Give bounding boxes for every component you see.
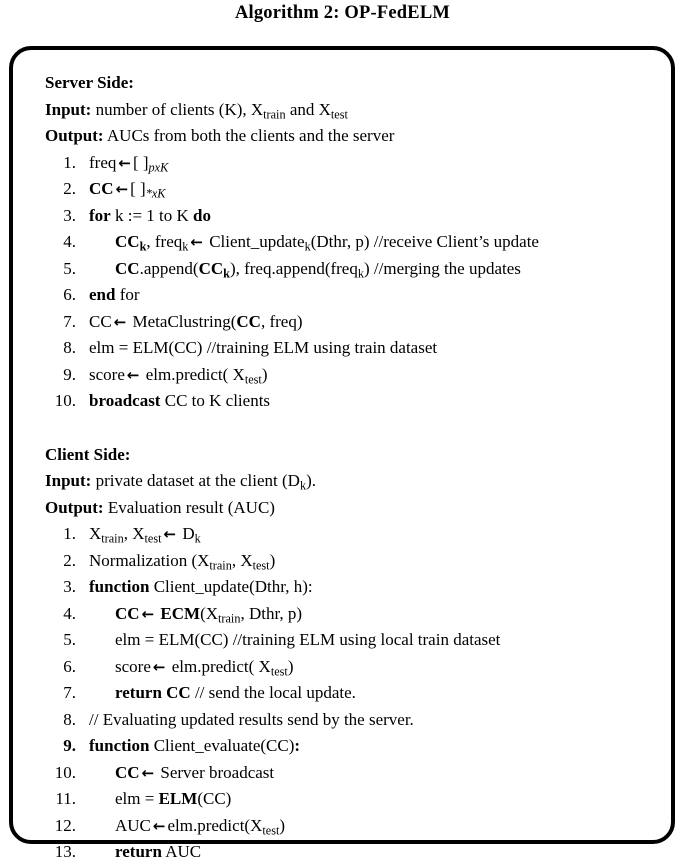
step-text bbox=[89, 521, 201, 548]
client-step-10 bbox=[45, 760, 657, 787]
keyword: end bbox=[89, 285, 116, 304]
code-text: ), freq.append(freq bbox=[229, 258, 358, 278]
code-text: Client_update bbox=[204, 232, 305, 251]
assignment-arrow-icon: ← bbox=[190, 233, 203, 251]
step-text bbox=[89, 229, 539, 256]
code-text: ) bbox=[279, 815, 286, 835]
client-step-6 bbox=[45, 654, 657, 681]
step-number: 9. bbox=[63, 364, 76, 384]
algorithm-body bbox=[13, 50, 671, 866]
subscript: train bbox=[209, 557, 232, 572]
server-output-text: AUCs from both the clients and the server bbox=[106, 126, 395, 145]
step-number: 12. bbox=[54, 815, 76, 835]
keyword: CC bbox=[115, 258, 140, 278]
step-text bbox=[89, 362, 268, 389]
client-step-2 bbox=[45, 548, 657, 575]
code-text: , freq) bbox=[260, 311, 303, 331]
subscript: k bbox=[357, 265, 364, 280]
step-text bbox=[89, 601, 302, 628]
section-gap bbox=[45, 415, 657, 442]
step-text bbox=[89, 839, 201, 866]
step-text bbox=[89, 150, 168, 177]
step-number: 4. bbox=[63, 232, 76, 251]
client-step-4 bbox=[45, 601, 657, 628]
client-output-text: Evaluation result (AUC) bbox=[107, 497, 275, 517]
code-text: freq bbox=[89, 152, 117, 172]
code-text: , X bbox=[231, 550, 253, 570]
assignment-arrow-icon: ← bbox=[163, 525, 177, 543]
code-text: for bbox=[115, 285, 140, 304]
code-text: (Dthr, p) //receive Client’s update bbox=[310, 232, 539, 251]
step-number: 3. bbox=[63, 577, 76, 596]
client-step-3 bbox=[45, 574, 657, 601]
step-text bbox=[89, 574, 313, 601]
step-text bbox=[89, 760, 274, 787]
subscript: k bbox=[304, 239, 311, 254]
assignment-arrow-icon: ← bbox=[113, 312, 127, 331]
client-step-5 bbox=[45, 627, 657, 654]
step-number: 7. bbox=[63, 311, 76, 331]
keyword: function bbox=[89, 736, 150, 755]
server-steps-list bbox=[45, 150, 657, 415]
code-text: Normalization (X bbox=[89, 550, 210, 570]
step-number: 1. bbox=[63, 152, 76, 172]
code-text: CC bbox=[89, 311, 112, 331]
keyword: CC bbox=[115, 762, 140, 782]
keyword: : bbox=[294, 736, 301, 755]
client-step-12 bbox=[45, 813, 657, 840]
step-number: 2. bbox=[63, 179, 76, 198]
step-text bbox=[89, 203, 211, 230]
server-output-label: Output: bbox=[45, 126, 104, 145]
client-input-label: Input: bbox=[45, 471, 92, 490]
server-step-6 bbox=[45, 282, 657, 309]
subscript: *xK bbox=[145, 186, 166, 201]
code-text: elm = ELM(CC) //training ELM using local train dataset bbox=[115, 630, 501, 649]
code-text: score bbox=[115, 656, 151, 676]
step-number: 9. bbox=[63, 736, 76, 755]
code-text: Client_evaluate(CC) bbox=[149, 736, 295, 755]
step-text bbox=[89, 707, 414, 734]
assignment-arrow-icon: ← bbox=[141, 763, 155, 782]
code-text: AUC bbox=[115, 815, 151, 835]
code-text: [ ] bbox=[132, 152, 149, 172]
subscript: pxK bbox=[148, 159, 169, 174]
server-step-7 bbox=[45, 309, 657, 336]
subscript: k bbox=[139, 239, 147, 254]
code-text: , freq bbox=[146, 232, 183, 251]
client-input-text: private dataset at the client $(D_k)$. bbox=[95, 471, 316, 493]
subscript: test bbox=[244, 371, 262, 386]
step-text bbox=[89, 813, 285, 840]
code-text: , X bbox=[123, 524, 145, 543]
assignment-arrow-icon: ← bbox=[115, 180, 129, 198]
code-text: MetaClustring( bbox=[128, 311, 237, 331]
code-text: Server broadcast bbox=[156, 762, 275, 782]
server-step-5 bbox=[45, 256, 657, 283]
code-text: CC to K clients bbox=[160, 391, 271, 410]
client-step-8 bbox=[45, 707, 657, 734]
assignment-arrow-icon: ← bbox=[152, 657, 166, 676]
server-input-text: number of clients (K), $X_{train}$ and $X_{test}$ bbox=[95, 99, 348, 121]
keyword: for bbox=[89, 205, 111, 225]
code-text: , Dthr, p) bbox=[240, 603, 303, 623]
server-step-2 bbox=[45, 176, 657, 203]
step-number: 7. bbox=[63, 683, 76, 702]
keyword: ELM bbox=[158, 789, 198, 808]
step-text bbox=[89, 282, 140, 309]
code-text: elm = ELM(CC) //training ELM using train dataset bbox=[89, 338, 438, 357]
client-step-9 bbox=[45, 733, 657, 760]
code-text: elm.predict( X bbox=[141, 364, 245, 384]
step-text bbox=[89, 388, 270, 415]
keyword: CC bbox=[115, 232, 140, 251]
assignment-arrow-icon: ← bbox=[118, 153, 131, 172]
code-text: D bbox=[178, 524, 195, 543]
server-step-9 bbox=[45, 362, 657, 389]
code-text: .append( bbox=[139, 258, 199, 278]
server-step-3 bbox=[45, 203, 657, 230]
step-number: 8. bbox=[63, 338, 76, 357]
server-side-heading bbox=[45, 70, 657, 97]
step-number: 10. bbox=[54, 762, 76, 782]
client-input-line bbox=[45, 468, 657, 495]
code-text: elm.predict( X bbox=[167, 656, 271, 676]
assignment-arrow-icon: ← bbox=[141, 604, 155, 623]
step-text bbox=[89, 548, 275, 575]
keyword: CC bbox=[115, 603, 140, 623]
step-text bbox=[89, 176, 165, 203]
server-step-10 bbox=[45, 388, 657, 415]
step-number: 13. bbox=[54, 842, 76, 861]
code-text: ) bbox=[261, 364, 268, 384]
step-number: 3. bbox=[63, 205, 76, 225]
server-step-4 bbox=[45, 229, 657, 256]
keyword: broadcast bbox=[89, 391, 161, 410]
client-step-11 bbox=[45, 786, 657, 813]
code-text: k := 1 to K bbox=[110, 205, 194, 225]
keyword: CC bbox=[89, 179, 114, 198]
step-number: 2. bbox=[63, 550, 76, 570]
server-side-heading-label: Server Side: bbox=[45, 73, 134, 92]
step-number: 11. bbox=[55, 789, 76, 808]
code-text: (CC) bbox=[197, 789, 232, 808]
code-text: // send the local update. bbox=[190, 683, 356, 702]
subscript: k bbox=[223, 265, 230, 280]
client-output-label: Output: bbox=[45, 497, 104, 517]
step-text bbox=[89, 256, 521, 283]
code-text: (X bbox=[200, 603, 219, 623]
algorithm-box bbox=[9, 46, 675, 861]
code-text: elm.predict(X bbox=[167, 815, 263, 835]
keyword: CC bbox=[236, 311, 261, 331]
server-step-8 bbox=[45, 335, 657, 362]
subscript: train bbox=[101, 531, 124, 546]
code-text: ) bbox=[287, 656, 294, 676]
step-number: 6. bbox=[63, 285, 76, 304]
client-steps-list bbox=[45, 521, 657, 866]
step-number: 4. bbox=[63, 603, 76, 623]
step-text bbox=[89, 309, 303, 336]
step-number: 1. bbox=[63, 524, 76, 543]
step-text bbox=[89, 680, 356, 707]
subscript: train bbox=[218, 610, 241, 625]
step-number: 8. bbox=[63, 709, 76, 729]
keyword: return CC bbox=[115, 683, 191, 702]
server-step-1 bbox=[45, 150, 657, 177]
code-text: score bbox=[89, 364, 125, 384]
server-input-label: Input: bbox=[45, 99, 92, 119]
assignment-arrow-icon: ← bbox=[152, 816, 166, 835]
subscript: k bbox=[194, 531, 201, 546]
code-text: // Evaluating updated results send by the server. bbox=[89, 709, 414, 729]
step-number: 10. bbox=[54, 391, 76, 410]
code-text: [ ] bbox=[130, 179, 146, 198]
keyword: ECM bbox=[156, 603, 201, 623]
client-output-line bbox=[45, 495, 657, 522]
keyword: function bbox=[89, 577, 150, 596]
keyword: do bbox=[193, 205, 211, 225]
assignment-arrow-icon: ← bbox=[126, 365, 140, 384]
step-number: 5. bbox=[63, 258, 76, 278]
step-text bbox=[89, 733, 300, 760]
step-number: 5. bbox=[63, 630, 76, 649]
subscript: test bbox=[144, 531, 162, 546]
keyword: CC bbox=[198, 258, 224, 278]
code-text: X bbox=[89, 524, 102, 543]
code-text: elm = bbox=[115, 789, 159, 808]
step-text bbox=[89, 335, 437, 362]
server-output-line bbox=[45, 123, 657, 150]
step-text bbox=[89, 627, 500, 654]
client-step-13 bbox=[45, 839, 657, 866]
server-input-line bbox=[45, 97, 657, 124]
subscript: test bbox=[270, 663, 288, 678]
subscript: test bbox=[262, 822, 280, 837]
code-text: Client_update(Dthr, h): bbox=[149, 577, 313, 596]
step-text bbox=[89, 654, 294, 681]
subscript: test bbox=[252, 557, 270, 572]
client-side-heading-label: Client Side: bbox=[45, 444, 131, 464]
client-side-heading bbox=[45, 442, 657, 469]
code-text: ) //merging the updates bbox=[363, 258, 521, 278]
client-step-1 bbox=[45, 521, 657, 548]
step-text bbox=[89, 786, 231, 813]
keyword: return bbox=[115, 842, 162, 861]
code-text: ) bbox=[269, 550, 276, 570]
client-step-7 bbox=[45, 680, 657, 707]
step-number: 6. bbox=[63, 656, 76, 676]
code-text: AUC bbox=[161, 842, 202, 861]
subscript: k bbox=[182, 239, 189, 254]
page-title: Algorithm 2: OP-FedELM bbox=[234, 3, 451, 23]
